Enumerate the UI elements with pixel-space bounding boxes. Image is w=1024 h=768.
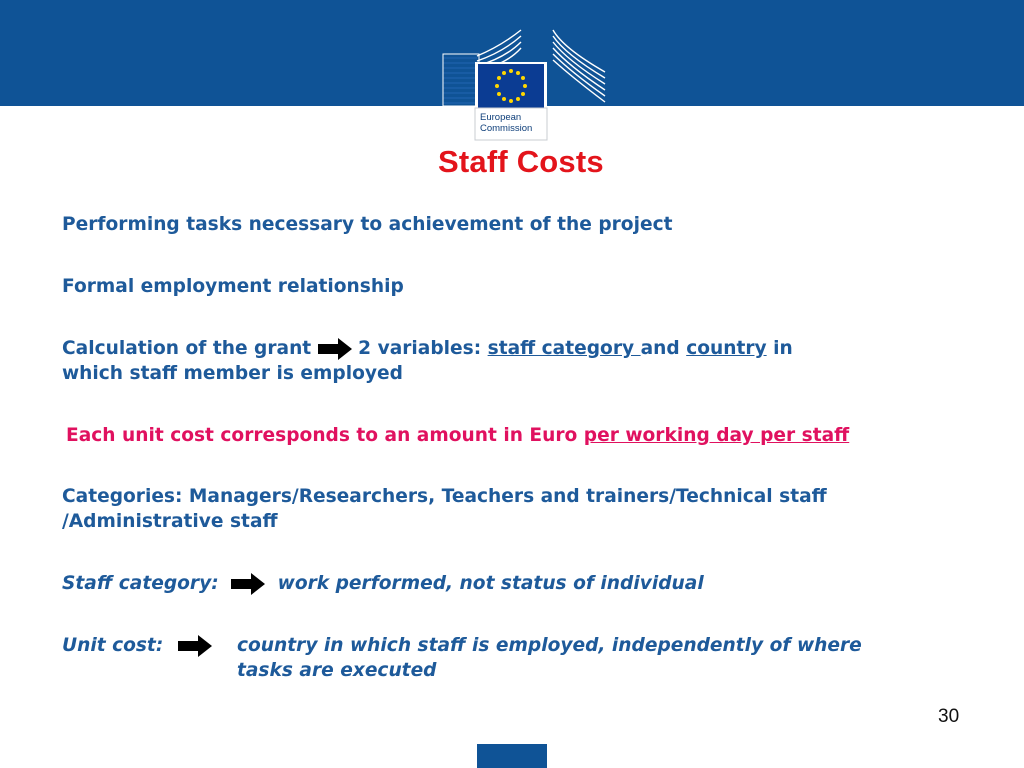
bottom-tab (477, 744, 547, 768)
right-arrow-icon (231, 573, 265, 595)
staff-category-text: work performed, not status of individual (277, 573, 704, 594)
bullet-staff-category (62, 571, 962, 596)
page-title: Staff Costs (438, 144, 604, 179)
logo-line-1: European (480, 112, 522, 123)
right-arrow-icon (178, 635, 212, 657)
logo-line-2: Commission (480, 123, 533, 134)
calc-in: in (773, 338, 793, 359)
bullet-unit-cost-euro (66, 423, 966, 448)
unit-cost-label: Unit cost: (62, 635, 164, 656)
bullet-unit-cost (62, 633, 962, 685)
bullet-calculation (62, 336, 962, 386)
page-number: 30 (938, 706, 960, 727)
calc-line-2: which staff member is employed (62, 363, 403, 384)
staff-category-label: Staff category: (62, 573, 219, 594)
calc-variables: 2 variables: (358, 338, 482, 359)
bullet-employment: Formal employment relationship (62, 276, 404, 297)
staff-category-link: staff category (487, 338, 641, 359)
logo-wordmark (480, 112, 550, 134)
categories-line-1: Categories: Managers/Researchers, Teachers and trainers/Technical staff (62, 486, 827, 507)
calc-prefix: Calculation of the grant (62, 338, 312, 359)
bullet-categories (62, 484, 962, 534)
bullet-performing-tasks: Performing tasks necessary to achievement of the project (62, 214, 673, 235)
unit-cost-text: Each unit cost corresponds to an amount in Euro (66, 425, 578, 446)
calc-and: and (640, 338, 680, 359)
country-link: country (686, 338, 767, 359)
categories-line-2: /Administrative staff (62, 511, 278, 532)
unit-cost-line-2: tasks are executed (237, 660, 437, 681)
right-arrow-icon (318, 338, 352, 360)
per-working-day-link: per working day per staff (583, 425, 850, 446)
unit-cost-line-1: country in which staff is employed, independently of where (237, 635, 862, 656)
